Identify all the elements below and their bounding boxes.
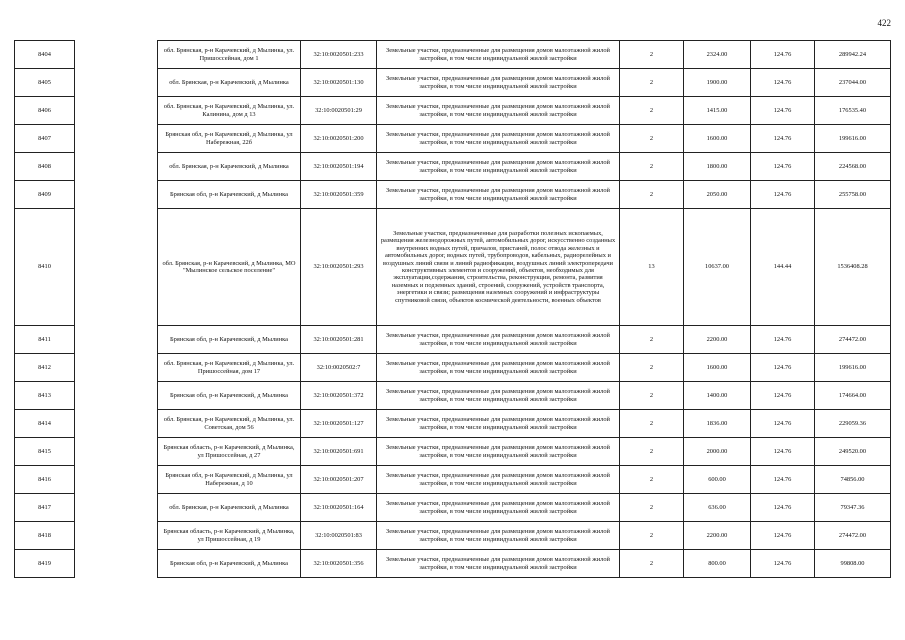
table-row — [15, 125, 891, 153]
row-number-cell: 8409 — [15, 181, 75, 209]
rate-cell: 124.76 — [751, 69, 815, 97]
land-use-cell: Земельные участки, предназначенные для размещения домов малоэтажной жилой застройки, в том числе индивидуальной жилой застройки — [377, 466, 620, 494]
row-number-cell: 8413 — [15, 382, 75, 410]
land-use-cell: Земельные участки, предназначенные для размещения домов малоэтажной жилой застройки, в том числе индивидуальной жилой застройки — [377, 97, 620, 125]
rate-cell: 124.76 — [751, 181, 815, 209]
table-row — [15, 354, 891, 382]
area-cell: 2324.00 — [684, 41, 751, 69]
cadastral-number-cell: 32:10:0020501:691 — [301, 438, 377, 466]
table-row — [15, 550, 891, 578]
group-cell: 2 — [620, 494, 684, 522]
row-number-cell: 8414 — [15, 410, 75, 438]
land-use-cell: Земельные участки, предназначенные для размещения домов малоэтажной жилой застройки, в том числе индивидуальной жилой застройки — [377, 41, 620, 69]
row-number-cell: 8408 — [15, 153, 75, 181]
area-cell: 2000.00 — [684, 438, 751, 466]
group-cell: 2 — [620, 522, 684, 550]
area-cell: 1600.00 — [684, 354, 751, 382]
row-number-cell: 8418 — [15, 522, 75, 550]
spacer-cell — [75, 382, 158, 410]
cadastral-value-cell: 274472.00 — [815, 522, 891, 550]
address-cell: обл. Брянская, р-н Карачевский, д Мылинка — [158, 494, 301, 522]
cadastral-value-cell: 229059.36 — [815, 410, 891, 438]
land-use-cell: Земельные участки, предназначенные для разработки полезных ископаемых, размещения железнодорожных путей, автомобильных дорог, искусственно созданных внутренних водных путей, причалов, пристаней, полос отвода железных и автомобильных дорог, водных путей, трубопроводов, кабельных, радиорелейных и воздушных линий связи и линий радиофикации, воздушных линий электропередачи конструктивных элементов и сооружений, объектов, необходимых для эксплуатации,содержания, строительства, реконструкции, ремонта, развития наземных и подземных зданий, строений, сооружений, устройств транспорта, энергетики и связи; размещения наземных сооружений и инфраструктуры спутниковой связи, объектов космической деятельности, военных объектов — [377, 209, 620, 326]
area-cell: 600.00 — [684, 466, 751, 494]
cadastral-number-cell: 32:10:0020501:164 — [301, 494, 377, 522]
cadastral-value-cell: 274472.00 — [815, 326, 891, 354]
spacer-cell — [75, 466, 158, 494]
cadastral-value-cell: 249520.00 — [815, 438, 891, 466]
row-number-cell: 8411 — [15, 326, 75, 354]
group-cell: 2 — [620, 41, 684, 69]
spacer-cell — [75, 326, 158, 354]
table-row — [15, 41, 891, 69]
group-cell: 13 — [620, 209, 684, 326]
spacer-cell — [75, 522, 158, 550]
address-cell: обл. Брянская, р-н Карачевский, д Мылинка, ул. Калинина, дом д 13 — [158, 97, 301, 125]
group-cell: 2 — [620, 550, 684, 578]
spacer-cell — [75, 209, 158, 326]
cadastral-number-cell: 32:10:0020501:29 — [301, 97, 377, 125]
land-use-cell: Земельные участки, предназначенные для размещения домов малоэтажной жилой застройки, в том числе индивидуальной жилой застройки — [377, 550, 620, 578]
spacer-cell — [75, 125, 158, 153]
address-cell: Брянская область, р-н Карачевский, д Мылинка, ул Пришоссейная, д 19 — [158, 522, 301, 550]
group-cell: 2 — [620, 326, 684, 354]
cadastral-number-cell: 32:10:0020501:372 — [301, 382, 377, 410]
cadastral-value-table — [14, 40, 891, 578]
rate-cell: 124.76 — [751, 550, 815, 578]
spacer-cell — [75, 410, 158, 438]
group-cell: 2 — [620, 69, 684, 97]
land-use-cell: Земельные участки, предназначенные для размещения домов малоэтажной жилой застройки, в том числе индивидуальной жилой застройки — [377, 69, 620, 97]
row-number-cell: 8417 — [15, 494, 75, 522]
cadastral-number-cell: 32:10:0020501:281 — [301, 326, 377, 354]
address-cell: Брянская обл, р-н Карачевский, д Мылинка — [158, 181, 301, 209]
cadastral-number-cell: 32:10:0020501:194 — [301, 153, 377, 181]
area-cell: 1900.00 — [684, 69, 751, 97]
spacer-cell — [75, 153, 158, 181]
rate-cell: 124.76 — [751, 438, 815, 466]
group-cell: 2 — [620, 153, 684, 181]
address-cell: Брянская область, р-н Карачевский, д Мылинка, ул Пришоссейная, д 27 — [158, 438, 301, 466]
row-number-cell: 8407 — [15, 125, 75, 153]
cadastral-value-cell: 1536408.28 — [815, 209, 891, 326]
address-cell: обл. Брянская, р-н Карачевский, д Мылинка, ул. Советская, дом 56 — [158, 410, 301, 438]
group-cell: 2 — [620, 466, 684, 494]
cadastral-number-cell: 32:10:0020502:7 — [301, 354, 377, 382]
spacer-cell — [75, 354, 158, 382]
cadastral-value-cell: 99808.00 — [815, 550, 891, 578]
row-number-cell: 8405 — [15, 69, 75, 97]
table-row — [15, 209, 891, 326]
table-row — [15, 69, 891, 97]
cadastral-number-cell: 32:10:0020501:359 — [301, 181, 377, 209]
group-cell: 2 — [620, 438, 684, 466]
table-row — [15, 326, 891, 354]
cadastral-value-cell: 79347.36 — [815, 494, 891, 522]
table-row — [15, 181, 891, 209]
rate-cell: 124.76 — [751, 153, 815, 181]
spacer-cell — [75, 97, 158, 125]
rate-cell: 124.76 — [751, 354, 815, 382]
address-cell: Брянская обл, р-н Карачевский, д Мылинка, ул Набережная, 22б — [158, 125, 301, 153]
cadastral-value-cell: 199616.00 — [815, 354, 891, 382]
rate-cell: 124.76 — [751, 326, 815, 354]
area-cell: 636.00 — [684, 494, 751, 522]
group-cell: 2 — [620, 354, 684, 382]
address-cell: Брянская обл, р-н Карачевский, д Мылинка — [158, 550, 301, 578]
address-cell: Брянская обл, р-н Карачевский, д Мылинка, ул Набережная, д 10 — [158, 466, 301, 494]
table-row — [15, 410, 891, 438]
table-row — [15, 438, 891, 466]
rate-cell: 124.76 — [751, 522, 815, 550]
area-cell: 10637.00 — [684, 209, 751, 326]
cadastral-number-cell: 32:10:0020501:200 — [301, 125, 377, 153]
area-cell: 1415.00 — [684, 97, 751, 125]
cadastral-number-cell: 32:10:0020501:127 — [301, 410, 377, 438]
page-number: 422 — [877, 18, 891, 28]
land-use-cell: Земельные участки, предназначенные для размещения домов малоэтажной жилой застройки, в том числе индивидуальной жилой застройки — [377, 153, 620, 181]
area-cell: 1600.00 — [684, 125, 751, 153]
group-cell: 2 — [620, 125, 684, 153]
address-cell: обл. Брянская, р-н Карачевский, д Мылинка — [158, 153, 301, 181]
rate-cell: 124.76 — [751, 382, 815, 410]
land-use-cell: Земельные участки, предназначенные для размещения домов малоэтажной жилой застройки, в том числе индивидуальной жилой застройки — [377, 354, 620, 382]
row-number-cell: 8404 — [15, 41, 75, 69]
cadastral-value-cell: 237044.00 — [815, 69, 891, 97]
cadastral-value-cell: 224568.00 — [815, 153, 891, 181]
land-use-cell: Земельные участки, предназначенные для размещения домов малоэтажной жилой застройки, в том числе индивидуальной жилой застройки — [377, 125, 620, 153]
area-cell: 800.00 — [684, 550, 751, 578]
row-number-cell: 8406 — [15, 97, 75, 125]
area-cell: 2200.00 — [684, 326, 751, 354]
address-cell: обл. Брянская, р-н Карачевский, д Мылинка — [158, 69, 301, 97]
group-cell: 2 — [620, 97, 684, 125]
rate-cell: 124.76 — [751, 97, 815, 125]
cadastral-number-cell: 32:10:0020501:130 — [301, 69, 377, 97]
address-cell: Брянская обл, р-н Карачевский, д Мылинка — [158, 326, 301, 354]
cadastral-number-cell: 32:10:0020501:233 — [301, 41, 377, 69]
cadastral-number-cell: 32:10:0020501:83 — [301, 522, 377, 550]
group-cell: 2 — [620, 410, 684, 438]
cadastral-number-cell: 32:10:0020501:293 — [301, 209, 377, 326]
cadastral-value-cell: 74856.00 — [815, 466, 891, 494]
area-cell: 1836.00 — [684, 410, 751, 438]
rate-cell: 124.76 — [751, 41, 815, 69]
cadastral-number-cell: 32:10:0020501:207 — [301, 466, 377, 494]
spacer-cell — [75, 69, 158, 97]
area-cell: 1800.00 — [684, 153, 751, 181]
table-row — [15, 382, 891, 410]
cadastral-value-cell: 289942.24 — [815, 41, 891, 69]
row-number-cell: 8416 — [15, 466, 75, 494]
row-number-cell: 8419 — [15, 550, 75, 578]
cadastral-value-cell: 176535.40 — [815, 97, 891, 125]
area-cell: 1400.00 — [684, 382, 751, 410]
row-number-cell: 8415 — [15, 438, 75, 466]
cadastral-value-cell: 199616.00 — [815, 125, 891, 153]
table-row — [15, 153, 891, 181]
table-body — [15, 41, 891, 578]
rate-cell: 124.76 — [751, 466, 815, 494]
land-use-cell: Земельные участки, предназначенные для размещения домов малоэтажной жилой застройки, в том числе индивидуальной жилой застройки — [377, 382, 620, 410]
area-cell: 2200.00 — [684, 522, 751, 550]
rate-cell: 124.76 — [751, 410, 815, 438]
rate-cell: 124.76 — [751, 494, 815, 522]
table-row — [15, 494, 891, 522]
address-cell: обл. Брянская, р-н Карачевский, д Мылинка, ул. Пришоссейная, дом 17 — [158, 354, 301, 382]
land-use-cell: Земельные участки, предназначенные для размещения домов малоэтажной жилой застройки, в том числе индивидуальной жилой застройки — [377, 438, 620, 466]
row-number-cell: 8412 — [15, 354, 75, 382]
spacer-cell — [75, 550, 158, 578]
address-cell: обл. Брянская, р-н Карачевский, д Мылинка, МО "Мылинское сельское поселение" — [158, 209, 301, 326]
cadastral-value-cell: 255758.00 — [815, 181, 891, 209]
group-cell: 2 — [620, 181, 684, 209]
cadastral-value-cell: 174664.00 — [815, 382, 891, 410]
group-cell: 2 — [620, 382, 684, 410]
address-cell: Брянская обл, р-н Карачевский, д Мылинка — [158, 382, 301, 410]
land-use-cell: Земельные участки, предназначенные для размещения домов малоэтажной жилой застройки, в том числе индивидуальной жилой застройки — [377, 410, 620, 438]
rate-cell: 124.76 — [751, 125, 815, 153]
table-row — [15, 522, 891, 550]
spacer-cell — [75, 438, 158, 466]
row-number-cell: 8410 — [15, 209, 75, 326]
spacer-cell — [75, 41, 158, 69]
table-row — [15, 466, 891, 494]
land-use-cell: Земельные участки, предназначенные для размещения домов малоэтажной жилой застройки, в том числе индивидуальной жилой застройки — [377, 181, 620, 209]
spacer-cell — [75, 181, 158, 209]
spacer-cell — [75, 494, 158, 522]
land-use-cell: Земельные участки, предназначенные для размещения домов малоэтажной жилой застройки, в том числе индивидуальной жилой застройки — [377, 522, 620, 550]
land-use-cell: Земельные участки, предназначенные для размещения домов малоэтажной жилой застройки, в том числе индивидуальной жилой застройки — [377, 326, 620, 354]
area-cell: 2050.00 — [684, 181, 751, 209]
table-row — [15, 97, 891, 125]
land-use-cell: Земельные участки, предназначенные для размещения домов малоэтажной жилой застройки, в том числе индивидуальной жилой застройки — [377, 494, 620, 522]
rate-cell: 144.44 — [751, 209, 815, 326]
address-cell: обл. Брянская, р-н Карачевский, д Мылинка, ул. Пришоссейная, дом 1 — [158, 41, 301, 69]
cadastral-number-cell: 32:10:0020501:356 — [301, 550, 377, 578]
